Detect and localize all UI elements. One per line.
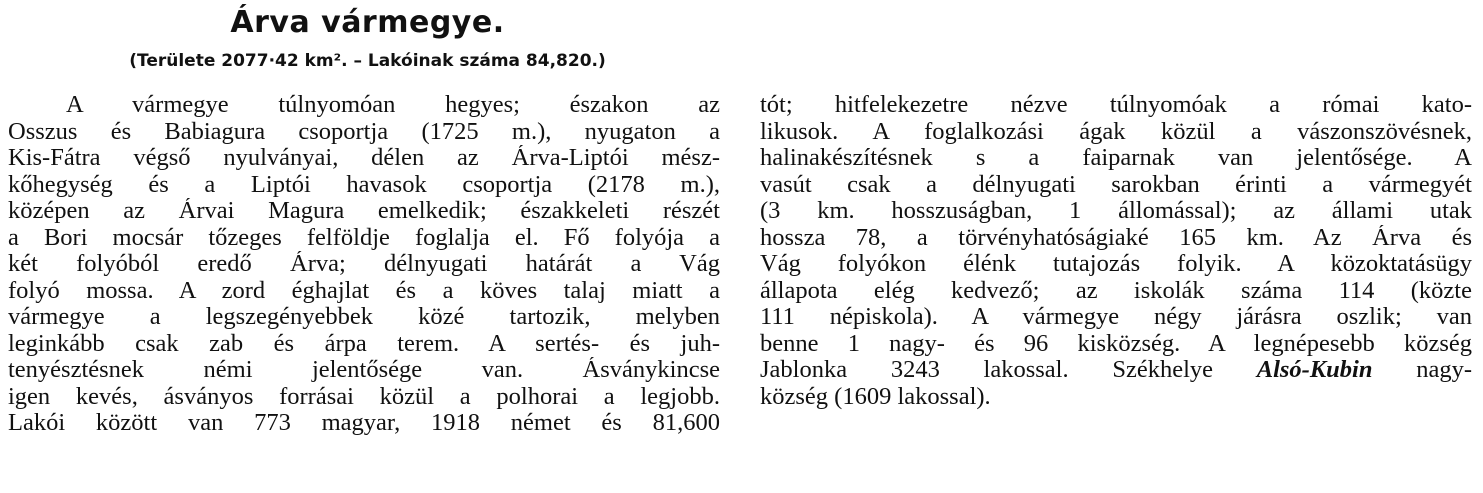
text-line: Kis-Fátra végső nyulványai, délen az Árva-Liptói mész- [8, 145, 720, 171]
text-line: A vármegye túlnyomóan hegyes; északon az [66, 92, 720, 118]
text-line: 111 népiskola). A vármegye négy járásra oszlik; van [760, 304, 1472, 330]
text-line: Lakói között van 773 magyar, 1918 német és 81,600 [8, 410, 720, 436]
text-line: Vág folyókon élénk tutajozás folyik. A közoktatásügy [760, 251, 1472, 277]
text-line: tót; hitfelekezetre nézve túlnyomóak a római kato- [760, 92, 1472, 118]
text-line: középen az Árvai Magura emelkedik; északkeleti részét [8, 198, 720, 224]
text-line: folyó mossa. A zord éghajlat és a köves talaj miatt a [8, 277, 720, 304]
page-title: Árva vármegye. [230, 5, 505, 40]
text-line: a Bori mocsár tőzeges felföldje foglalja el. Fő folyója a [8, 224, 720, 251]
text-line: leginkább csak zab és árpa terem. A sertés- és juh- [8, 330, 720, 357]
county-seat-name: Alsó-Kubin [1256, 357, 1373, 383]
text-line-end: nagy- [1416, 357, 1472, 383]
text-line: hossza 78, a törvényhatóságiaké 165 km. Az Árva és [760, 224, 1472, 251]
text-line: vasút csak a délnyugati sarokban érinti a vármegyét [760, 171, 1472, 198]
text-line: benne 1 nagy- és 96 kisközség. A legnépesebb község [760, 330, 1472, 357]
text-line: két folyóból eredő Árva; délnyugati határát a Vág [8, 251, 720, 277]
text-line: (3 km. hosszuságban, 1 állomással); az állami utak [760, 198, 1472, 224]
right-text-column [760, 92, 1472, 410]
page-subtitle: (Területe 2077·42 km². – Lakóinak száma 84,820.) [129, 51, 606, 71]
text-line: halinakészítésnek s a faiparnak van jelentősége. A [760, 145, 1472, 171]
text-line: kőhegység és a Liptói havasok csoportja (2178 m.), [8, 171, 720, 198]
text-line: tenyésztésnek némi jelentősége van. Ásványkincse [8, 357, 720, 383]
text-line: igen kevés, ásványos forrásai közül a polhorai a legjobb. [8, 383, 720, 410]
text-line: likusok. A foglalkozási ágak közül a vászonszövésnek, [760, 118, 1472, 145]
text-line-start: Jablonka 3243 lakossal. Székhelye [760, 357, 1214, 383]
text-line: vármegye a legszegényebbek közé tartozik, melyben [8, 304, 720, 330]
text-line: állapota elég kedvező; az iskolák száma 114 (közte [760, 277, 1472, 304]
text-line-with-seat [760, 357, 1472, 384]
text-line: község (1609 lakossal). [760, 382, 991, 410]
text-line: Osszus és Babiagura csoportja (1725 m.), nyugaton a [8, 118, 720, 145]
left-text-column [8, 92, 720, 437]
